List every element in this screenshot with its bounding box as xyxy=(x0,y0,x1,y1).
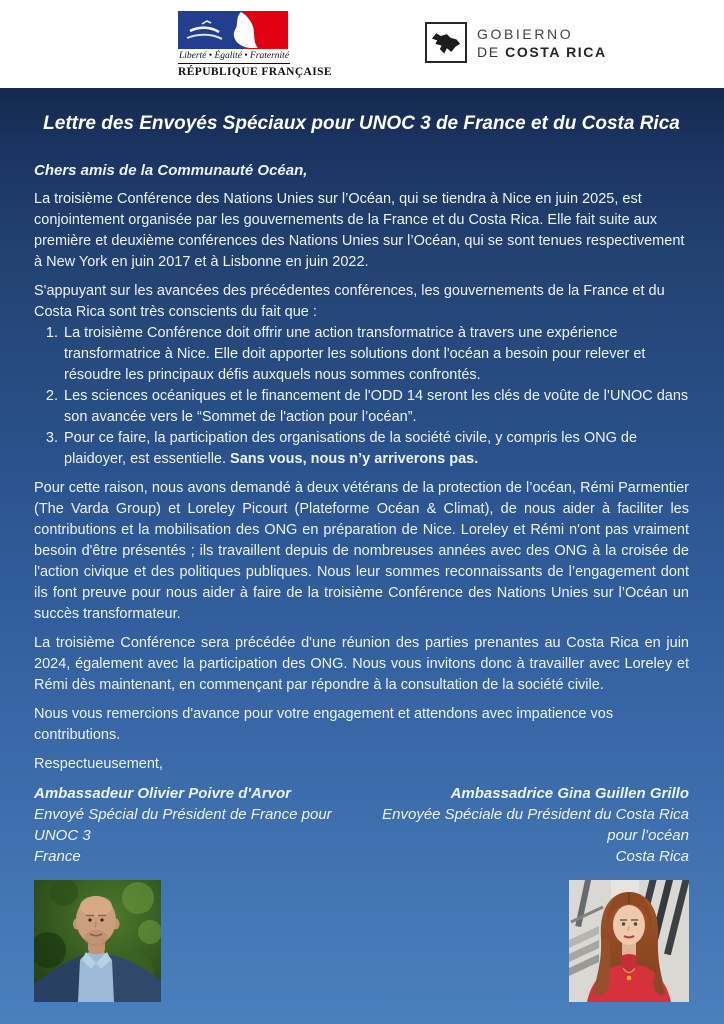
france-republic-logo xyxy=(178,11,333,78)
paragraph-intro: La troisième Conférence des Nations Unies sur l’Océan, qui se tiendra à Nice en juin 2025, est conjointement organisée par les gouvernements de la France et du Costa Rica. Elle fait suite aux première et deuxième conférences des Nations Unies sur l’Océan, qui se sont tenues respectivement à New York en juin 2017 et à Lisbonne en juin 2022. xyxy=(34,191,685,270)
france-republic-name: RÉPUBLIQUE FRANÇAISE xyxy=(178,66,333,78)
paragraph-veterans: Pour cette raison, nous avons demandé à deux vétérans de la protection de l’océan, Rémi Parmentier (The Varda Group) et Loreley Picourt (Plateforme Océan & Climat), de nous aider à faciliter les contributions et la mobilisation des ONG en préparation de Nice. Loreley et Rémi n'ont pas vraiment besoin d'être présentés ; ils travaillent depuis de nombreuses années avec des ONG à la croisée de l'action civique et des politiques publiques. Nous leur sommes reconnaissants de l’engagement dont ils font preuve pour nous aider à faire de la troisième Conférence des Nations Unies sur l’Océan un succès transformateur. xyxy=(34,480,689,622)
list-item: 2. Les sciences océaniques et le financement de l'ODD 14 seront les clés de voûte de l’UNOC dans son avancée vers le “Sommet de l'action pour l’océan”. xyxy=(62,386,689,428)
signature-costa-rica-role-2: pour l’océan xyxy=(607,827,689,844)
letter-title: Lettre des Envoyés Spéciaux pour UNOC 3 de France et du Costa Rica xyxy=(43,113,680,134)
signatures-row xyxy=(34,783,689,867)
marianne-flag-icon xyxy=(178,11,290,49)
signature-france-country: France xyxy=(34,848,81,865)
signature-costa-rica-name: Ambassadrice Gina Guillen Grillo xyxy=(450,785,689,802)
signature-france xyxy=(34,783,332,867)
ambassador-france-photo xyxy=(34,880,161,1002)
letter-body xyxy=(0,88,724,1024)
header xyxy=(0,0,724,88)
ambassador-costa-rica-photo xyxy=(569,880,689,1002)
de-costa-rica-label: DE COSTA RICA xyxy=(477,43,607,60)
photos-row xyxy=(34,880,689,1002)
paragraph-meeting: La troisième Conférence sera précédée d'une réunion des parties prenantes au Costa Rica en juin 2024, également avec la participation des ONG. Nous vous invitons donc à travailler avec Loreley et Rémi dès maintenant, en commençant par répondre à la consultation de la société civile. xyxy=(34,635,689,693)
signature-france-name: Ambassadeur Olivier Poivre d'Arvor xyxy=(34,785,291,802)
france-motto: Liberté • Égalité • Fraternité xyxy=(178,51,290,61)
signature-costa-rica xyxy=(382,783,689,867)
list-item-bold-text: Sans vous, nous n’y arriverons pas. xyxy=(230,451,479,467)
list-item: 1. La troisième Conférence doit offrir une action transformatrice à travers une expérience transformatrice à Nice. Elle doit apporter les solutions dont l'océan a besoin pour relever et résoudre les principaux défis auxquels nous sommes confrontés. xyxy=(62,323,689,386)
closing: Respectueusement, xyxy=(34,756,163,772)
costa-rica-logo-text xyxy=(477,25,607,61)
signature-france-role-2: UNOC 3 xyxy=(34,827,91,844)
paragraph-context: S'appuyant sur les avancées des précédentes conférences, les gouvernements de la France et du Costa Rica sont très conscients du fait que : xyxy=(34,283,665,320)
salutation: Chers amis de la Communauté Océan, xyxy=(34,162,308,179)
signature-costa-rica-country: Costa Rica xyxy=(615,848,689,865)
list-item: 3. Pour ce faire, la participation des organisations de la société civile, y compris les ONG de plaidoyer, est essentielle. Sans vous, nous n’y arriverons pas. xyxy=(62,428,689,470)
signature-france-role: Envoyé Spécial du Président de France pour xyxy=(34,806,332,823)
signature-section xyxy=(34,783,689,1002)
key-points-list xyxy=(34,323,689,470)
signature-costa-rica-role: Envoyée Spéciale du Président du Costa Rica xyxy=(382,806,689,823)
paragraph-thanks: Nous vous remercions d'avance pour votre engagement et attendons avec impatience vos contributions. xyxy=(34,706,614,743)
costa-rica-government-logo xyxy=(425,22,607,63)
gobierno-label: GOBIERNO xyxy=(477,25,574,42)
costa-rica-map-icon xyxy=(425,22,467,63)
